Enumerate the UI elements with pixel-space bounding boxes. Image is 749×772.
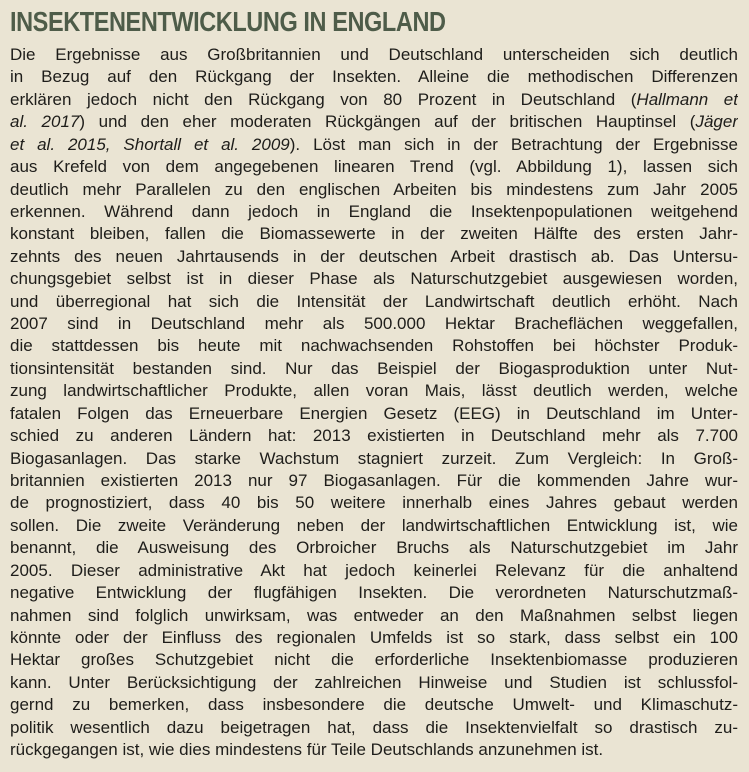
article-text [10,44,738,762]
text-line: 2005. Dieser administrative Akt hat jedoch keinerlei Relevanz für die anhaltend [10,560,738,580]
text-line: chungsgebiet selbst ist in dieser Phase als Naturschutzgebiet ausgewiesen worden, [10,269,738,289]
page-title: INSEKTENENTWICKLUNG IN ENGLAND [10,6,446,37]
text-line: sollen. Die zweite Veränderung neben der landwirtschaftlichen Entwicklung ist, wie [10,515,738,535]
text-line: tionsintensität bestanden sind. Nur das Beispiel der Biogasproduktion unter Nut- [10,358,738,378]
text-line: al. 2017) und den eher moderaten Rückgängen auf der britischen Hauptinsel (Jäger [10,112,738,132]
text-line: nahmen sind folglich unwirksam, was entweder an den Maßnahmen selbst liegen [10,605,738,625]
text-line: deutlich mehr Parallelen zu den englischen Arbeiten bis mindestens zum Jahr 2005 [10,179,738,199]
text-line: fatalen Folgen das Erneuerbare Energien Gesetz (EEG) in Deutschland im Unter- [10,403,738,423]
text-line: erkennen. Während dann jedoch in England die Insektenpopulationen weitgehend [10,201,738,221]
text-line: et al. 2015, Shortall et al. 2009). Löst man sich in der Betrachtung der Ergebnisse [10,134,738,154]
text-line: Biogasanlagen. Das starke Wachstum stagniert zurzeit. Zum Vergleich: In Groß- [10,448,738,468]
text-line: de prognostiziert, dass 40 bis 50 weitere innerhalb eines Jahres gebaut werden [10,493,738,513]
text-line: 2007 sind in Deutschland mehr als 500.000 Hektar Bracheflächen weggefallen, [10,314,738,334]
text-line: benannt, die Ausweisung des Orbroicher Bruchs als Naturschutzgebiet im Jahr [10,538,738,558]
text-line: kann. Unter Berücksichtigung der zahlreichen Hinweise und Studien ist schlussfol- [10,672,738,692]
text-line: negative Entwicklung der flugfähigen Insekten. Die verordneten Naturschutzmaß- [10,583,738,603]
text-line: zung landwirtschaftlicher Produkte, allen voran Mais, lässt deutlich werden, welche [10,381,738,401]
text-line: konstant bleiben, fallen die Biomassewerte in der zweiten Hälfte des ersten Jahr- [10,224,738,244]
text-line: rückgegangen ist, wie dies mindestens für Teile Deutschlands anzunehmen ist. [10,740,604,760]
text-line: Hektar großes Schutzgebiet nicht die erforderliche Insektenbiomasse produzieren [10,650,738,670]
text-line: in Bezug auf den Rückgang der Insekten. Alleine die methodischen Differenzen [10,67,738,87]
text-line: die stattdessen bis heute mit nachwachsenden Rohstoffen bei höchster Produk- [10,336,738,356]
text-line: britannien existierten 2013 nur 97 Biogasanlagen. Für die kommenden Jahre wur- [10,471,738,491]
text-line: politik wesentlich dazu beigetragen hat, dass die Insektenvielfalt so drastisch zu- [10,717,738,737]
text-line: gernd zu bemerken, dass insbesondere die deutsche Umwelt- und Klimaschutz- [10,695,738,715]
text-line: erklären jedoch nicht den Rückgang von 80 Prozent in Deutschland (Hallmann et [10,89,738,109]
text-line: schied zu anderen Ländern hat: 2013 existierten in Deutschland mehr als 7.700 [10,426,738,446]
text-line: Die Ergebnisse aus Großbritannien und Deutschland unterscheiden sich deutlich [10,45,738,64]
text-line: könnte oder der Einfluss des regionalen Umfelds ist so stark, dass selbst ein 100 [10,627,738,647]
text-line: zehnts des neuen Jahrtausends in der deutschen Arbeit drastisch ab. Das Untersu- [10,246,738,266]
text-line: aus Krefeld von dem angegebenen linearen Trend (vgl. Abbildung 1), lassen sich [10,157,738,177]
text-line: und überregional hat sich die Intensität der Landwirtschaft deutlich erhöht. Nach [10,291,738,311]
